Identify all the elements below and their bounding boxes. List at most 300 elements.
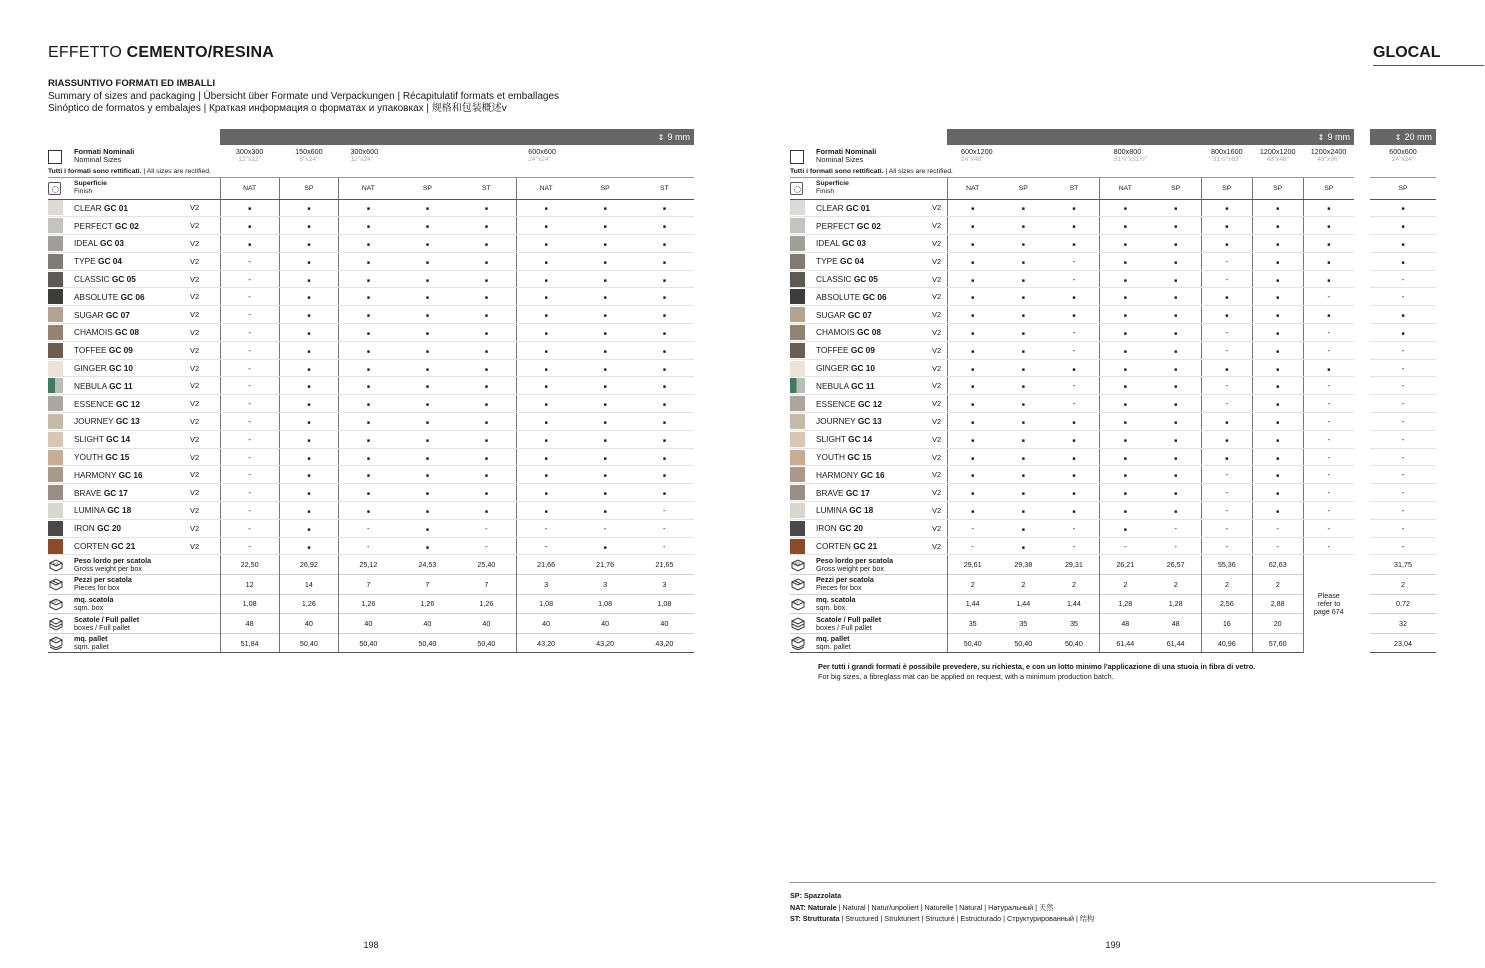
pieces-box-icon	[790, 577, 806, 591]
pack-value: 16	[1201, 614, 1252, 634]
color-row	[790, 199, 1436, 217]
finish-row	[48, 177, 694, 199]
available-mark: ■	[603, 224, 607, 231]
color-prefix: TYPE	[74, 256, 96, 267]
availability-cell	[398, 252, 457, 270]
availability-cell	[947, 395, 998, 413]
availability-cell	[1303, 430, 1354, 448]
availability-cell	[635, 235, 694, 253]
availability-cell-20mm	[1370, 199, 1436, 217]
available-mark: ■	[1225, 455, 1229, 462]
availability-cell	[1303, 270, 1354, 288]
unavailable-mark: -	[663, 523, 666, 533]
availability-cell	[457, 395, 516, 413]
pallet-boxes-icon	[48, 617, 64, 631]
color-code: GC 03	[841, 238, 866, 249]
available-mark: ■	[366, 348, 370, 355]
availability-cell	[339, 324, 398, 342]
pack-value: 35	[947, 614, 998, 634]
available-mark: ■	[603, 384, 607, 391]
unavailable-mark: -	[544, 523, 548, 533]
availability-cell	[1100, 448, 1151, 466]
color-swatch	[48, 467, 63, 482]
availability-cell	[1151, 306, 1202, 324]
format-size: 300x600	[350, 146, 379, 156]
pack-value: 3	[635, 575, 694, 595]
color-name	[816, 235, 932, 253]
thickness-label-20mm: 20 mm	[1404, 132, 1432, 142]
available-mark: ■	[248, 206, 252, 213]
color-row	[48, 324, 694, 342]
format-inch: 48"x48"	[1266, 156, 1290, 163]
pack-label-it: Pezzi per scatola	[816, 575, 874, 585]
color-code: GC 10	[109, 363, 134, 374]
color-prefix: IRON	[74, 523, 95, 534]
available-mark: ■	[971, 366, 975, 373]
unavailable-mark: -	[1174, 523, 1178, 533]
availability-cell	[1100, 288, 1151, 306]
availability-cell	[1252, 306, 1303, 324]
availability-cell	[220, 519, 279, 537]
availability-cell	[998, 359, 1049, 377]
available-mark: ■	[484, 402, 488, 409]
swatch-cell	[790, 448, 816, 466]
thickness-icon: ⇕	[657, 133, 665, 142]
available-mark: ■	[603, 455, 607, 462]
unavailable-mark: -	[1327, 434, 1331, 444]
available-mark: ■	[484, 224, 488, 231]
availability-cell	[1100, 502, 1151, 520]
available-mark: ■	[1225, 366, 1229, 373]
availability-cell	[1049, 324, 1100, 342]
available-mark: ■	[1123, 313, 1127, 320]
availability-cell	[457, 377, 516, 395]
color-code: GC 02	[114, 220, 139, 231]
svg-text:m²: m²	[52, 598, 58, 604]
unavailable-mark: -	[248, 488, 251, 498]
pack-value: 61,44	[1100, 633, 1151, 653]
availability-cell	[398, 306, 457, 324]
availability-cell	[279, 430, 338, 448]
color-row	[790, 217, 1436, 235]
finish-header: NAT	[1100, 177, 1151, 199]
swatch-cell	[790, 430, 816, 448]
available-mark: ■	[307, 277, 311, 284]
availability-cell-20mm	[1370, 217, 1436, 235]
color-swatch	[790, 254, 805, 269]
available-mark: ■	[544, 366, 548, 373]
color-name	[74, 324, 190, 342]
available-mark: ■	[1123, 402, 1127, 409]
availability-cell	[339, 288, 398, 306]
color-name	[74, 413, 190, 431]
color-code: GC 16	[860, 469, 885, 480]
swatch-cell	[48, 377, 74, 395]
unavailable-mark: -	[971, 523, 975, 533]
availability-cell	[1049, 252, 1100, 270]
availability-cell-20mm	[1370, 252, 1436, 270]
pack-label-en: Gross weight per box	[74, 563, 142, 573]
unavailable-mark: -	[248, 310, 251, 320]
color-name	[74, 502, 190, 520]
finish-header: SP	[279, 177, 338, 199]
availability-cell	[576, 252, 635, 270]
swatch-cell	[48, 466, 74, 484]
availability-cell	[635, 288, 694, 306]
finish-icon-cell	[790, 177, 816, 199]
color-row	[48, 519, 694, 537]
color-row	[48, 270, 694, 288]
pack-value: 57,60	[1252, 633, 1303, 653]
availability-cell	[220, 537, 279, 555]
color-name	[74, 199, 190, 217]
availability-cell	[1100, 324, 1151, 342]
available-mark: ■	[1225, 295, 1229, 302]
availability-cell	[339, 377, 398, 395]
color-prefix: IRON	[816, 523, 837, 534]
pack-value: 43,20	[516, 633, 575, 653]
available-mark: ■	[1123, 241, 1127, 248]
available-mark: ■	[603, 473, 607, 480]
color-name	[74, 341, 190, 359]
swatch-cell	[48, 217, 74, 235]
available-mark: ■	[1276, 206, 1280, 213]
unavailable-mark: -	[248, 381, 251, 391]
unavailable-mark: -	[248, 523, 251, 533]
available-mark: ■	[1021, 384, 1025, 391]
pack-value: 40	[457, 614, 516, 634]
color-prefix: CHAMOIS	[816, 327, 855, 338]
available-mark: ■	[1072, 455, 1076, 462]
color-prefix: CLASSIC	[816, 274, 852, 285]
available-mark: ■	[1174, 419, 1178, 426]
availability-cell	[947, 502, 998, 520]
available-mark: ■	[603, 241, 607, 248]
availability-cell	[1151, 359, 1202, 377]
available-mark: ■	[971, 206, 975, 213]
availability-cell-20mm	[1370, 395, 1436, 413]
availability-cell	[457, 199, 516, 217]
availability-cell	[947, 252, 998, 270]
swatch-cell	[48, 270, 74, 288]
availability-cell	[1151, 288, 1202, 306]
available-mark: ■	[425, 455, 429, 462]
available-mark: ■	[1072, 419, 1076, 426]
availability-cell	[635, 466, 694, 484]
available-mark: ■	[662, 384, 666, 391]
availability-cell	[635, 270, 694, 288]
availability-cell	[576, 288, 635, 306]
available-mark: ■	[1072, 224, 1076, 231]
unavailable-mark: -	[1327, 505, 1331, 515]
available-mark: ■	[484, 491, 488, 498]
color-name	[74, 270, 190, 288]
available-mark: ■	[425, 526, 429, 533]
color-prefix: ABSOLUTE	[74, 291, 119, 302]
available-mark: ■	[544, 277, 548, 284]
rectified-note	[790, 167, 1436, 177]
spacer	[205, 466, 220, 484]
variation-label: V2	[190, 377, 205, 395]
availability-cell	[457, 235, 516, 253]
availability-cell	[1100, 519, 1151, 537]
available-mark: ■	[1123, 295, 1127, 302]
color-prefix: JOURNEY	[74, 416, 114, 427]
thickness-icon: ⇕	[1394, 133, 1402, 142]
unavailable-mark: -	[1327, 541, 1331, 551]
availability-cell	[1151, 502, 1202, 520]
availability-cell	[1049, 217, 1100, 235]
availability-cell	[398, 359, 457, 377]
pack-label-en: boxes / Full pallet	[816, 622, 872, 632]
swatch-cell	[48, 448, 74, 466]
finish-label	[816, 177, 947, 199]
color-name	[816, 324, 932, 342]
availability-cell	[1151, 430, 1202, 448]
availability-cell	[1201, 377, 1252, 395]
available-mark: ■	[366, 277, 370, 284]
available-mark: ■	[1021, 419, 1025, 426]
availability-cell	[576, 377, 635, 395]
color-name	[74, 466, 190, 484]
availability-cell	[516, 288, 575, 306]
available-mark: ■	[1276, 241, 1280, 248]
availability-cell	[1151, 395, 1202, 413]
availability-cell	[516, 341, 575, 359]
unavailable-mark: -	[1276, 523, 1280, 533]
unavailable-mark: -	[1072, 381, 1076, 391]
color-code: GC 13	[115, 416, 140, 427]
availability-cell	[947, 324, 998, 342]
availability-cell	[279, 519, 338, 537]
availability-cell	[398, 288, 457, 306]
unavailable-mark: -	[248, 470, 251, 480]
color-name	[816, 519, 932, 537]
available-mark: ■	[1123, 384, 1127, 391]
color-name	[816, 288, 932, 306]
pack-value: 29,31	[1049, 555, 1100, 575]
availability-cell	[1303, 537, 1354, 555]
available-mark: ■	[603, 419, 607, 426]
swatch-cell	[790, 359, 816, 377]
finish-header: NAT	[947, 177, 998, 199]
color-name	[816, 466, 932, 484]
availability-cell	[457, 270, 516, 288]
color-swatch	[48, 289, 63, 304]
finish-header: SP	[998, 177, 1049, 199]
color-code: GC 12	[857, 398, 882, 409]
gap	[1354, 199, 1370, 217]
variation-label: V2	[190, 448, 205, 466]
available-mark: ■	[971, 313, 975, 320]
availability-cell	[998, 448, 1049, 466]
available-mark: ■	[971, 402, 975, 409]
available-mark: ■	[1327, 313, 1331, 320]
availability-cell	[998, 270, 1049, 288]
availability-cell	[576, 484, 635, 502]
available-mark: ■	[1123, 206, 1127, 213]
color-swatch	[790, 325, 805, 340]
available-mark: ■	[603, 402, 607, 409]
color-code: GC 01	[103, 202, 128, 213]
available-mark: ■	[1123, 277, 1127, 284]
unavailable-mark: -	[485, 523, 488, 533]
availability-cell	[220, 484, 279, 502]
color-name	[74, 359, 190, 377]
pack-value: 7	[398, 575, 457, 595]
variation-label: V2	[190, 217, 205, 235]
availability-cell	[279, 306, 338, 324]
pack-value: 48	[1100, 614, 1151, 634]
variation-label: V2	[190, 413, 205, 431]
packaging-section	[790, 555, 1436, 653]
unavailable-mark: -	[1072, 327, 1076, 337]
format-size: 800x800	[1113, 146, 1142, 156]
available-mark: ■	[1174, 437, 1178, 444]
format-size: 600x600	[528, 146, 556, 156]
color-swatch	[48, 361, 63, 376]
unavailable-mark: -	[1401, 381, 1405, 391]
available-mark: ■	[1327, 206, 1331, 213]
pack-value: 40	[576, 614, 635, 634]
color-code: GC 17	[103, 487, 128, 498]
availability-cell	[576, 306, 635, 324]
available-mark: ■	[1276, 277, 1280, 284]
swatch-cell	[48, 519, 74, 537]
thickness-icon: ⇕	[1317, 133, 1325, 142]
available-mark: ■	[425, 366, 429, 373]
pack-value-20mm: 23,04	[1370, 633, 1436, 653]
availability-cell	[1151, 324, 1202, 342]
pack-value-20mm: 0,72	[1370, 594, 1436, 614]
variation-label: V2	[932, 306, 947, 324]
availability-cell	[279, 252, 338, 270]
gap	[1354, 575, 1370, 595]
availability-cell	[1100, 466, 1151, 484]
available-mark: ■	[307, 491, 311, 498]
available-mark: ■	[1174, 384, 1178, 391]
available-mark: ■	[662, 259, 666, 266]
available-mark: ■	[603, 206, 607, 213]
unavailable-mark: -	[971, 541, 975, 551]
pack-value: 1,44	[1049, 594, 1100, 614]
available-mark: ■	[971, 277, 975, 284]
color-prefix: TYPE	[816, 256, 838, 267]
swatch-cell	[790, 395, 816, 413]
format-header	[220, 145, 279, 167]
format-header	[1252, 145, 1303, 167]
available-mark: ■	[1276, 224, 1280, 231]
color-row	[790, 235, 1436, 253]
color-name	[74, 448, 190, 466]
available-mark: ■	[307, 366, 311, 373]
pack-icon-cell	[790, 594, 816, 614]
availability-cell	[635, 502, 694, 520]
finish-header-20mm: SP	[1370, 177, 1436, 199]
finish-label	[74, 177, 220, 199]
color-row	[48, 217, 694, 235]
unavailable-mark: -	[1401, 541, 1405, 551]
availability-cell	[516, 306, 575, 324]
available-mark: ■	[971, 295, 975, 302]
color-name	[816, 199, 932, 217]
unavailable-mark: -	[485, 541, 488, 551]
finish-header: SP	[1151, 177, 1202, 199]
pack-value: 40	[279, 614, 338, 634]
availability-cell	[516, 199, 575, 217]
availability-cell	[576, 359, 635, 377]
availability-cell	[339, 359, 398, 377]
available-mark: ■	[1401, 224, 1405, 231]
availability-cell	[457, 306, 516, 324]
available-mark: ■	[425, 224, 429, 231]
color-prefix: CHAMOIS	[74, 327, 113, 338]
variation-label: V2	[932, 466, 947, 484]
swatch-cell	[48, 252, 74, 270]
format-header	[1201, 145, 1252, 167]
color-code: GC 10	[851, 363, 876, 374]
gap	[1354, 377, 1370, 395]
color-code: GC 13	[857, 416, 882, 427]
pack-icon-cell	[48, 594, 74, 614]
availability-cell	[1100, 395, 1151, 413]
format-inch: 24"x24"	[1391, 156, 1415, 163]
available-mark: ■	[603, 508, 607, 515]
availability-cell	[398, 341, 457, 359]
availability-cell	[1151, 537, 1202, 555]
availability-cell	[635, 252, 694, 270]
unavailable-mark: -	[1072, 541, 1076, 551]
pack-value: 40	[516, 614, 575, 634]
sqm-box-icon	[790, 597, 806, 611]
color-prefix: LUMINA	[74, 505, 105, 516]
availability-cell	[1151, 448, 1202, 466]
color-prefix: ESSENCE	[816, 398, 856, 409]
available-mark: ■	[484, 295, 488, 302]
finish-header: SP	[1201, 177, 1252, 199]
availability-cell	[576, 537, 635, 555]
availability-cell	[998, 324, 1049, 342]
availability-cell	[1049, 288, 1100, 306]
availability-cell	[1100, 235, 1151, 253]
available-mark: ■	[1021, 402, 1025, 409]
availability-cell	[220, 306, 279, 324]
variation-label: V2	[190, 537, 205, 555]
color-prefix: YOUTH	[74, 452, 104, 463]
availability-cell	[1303, 377, 1354, 395]
unavailable-mark: -	[1225, 523, 1229, 533]
availability-cell	[947, 448, 998, 466]
available-mark: ■	[425, 402, 429, 409]
available-mark: ■	[662, 330, 666, 337]
pack-label-en: Gross weight per box	[816, 563, 884, 573]
available-mark: ■	[662, 241, 666, 248]
availability-cell	[947, 466, 998, 484]
availability-cell	[339, 537, 398, 555]
available-mark: ■	[425, 348, 429, 355]
availability-cell	[1303, 199, 1354, 217]
availability-cell	[635, 413, 694, 431]
availability-cell	[1100, 306, 1151, 324]
available-mark: ■	[1174, 330, 1178, 337]
availability-cell	[398, 484, 457, 502]
available-mark: ■	[307, 419, 311, 426]
available-mark: ■	[484, 313, 488, 320]
availability-cell	[339, 395, 398, 413]
color-row	[48, 377, 694, 395]
available-mark: ■	[1174, 491, 1178, 498]
spacer	[205, 359, 220, 377]
